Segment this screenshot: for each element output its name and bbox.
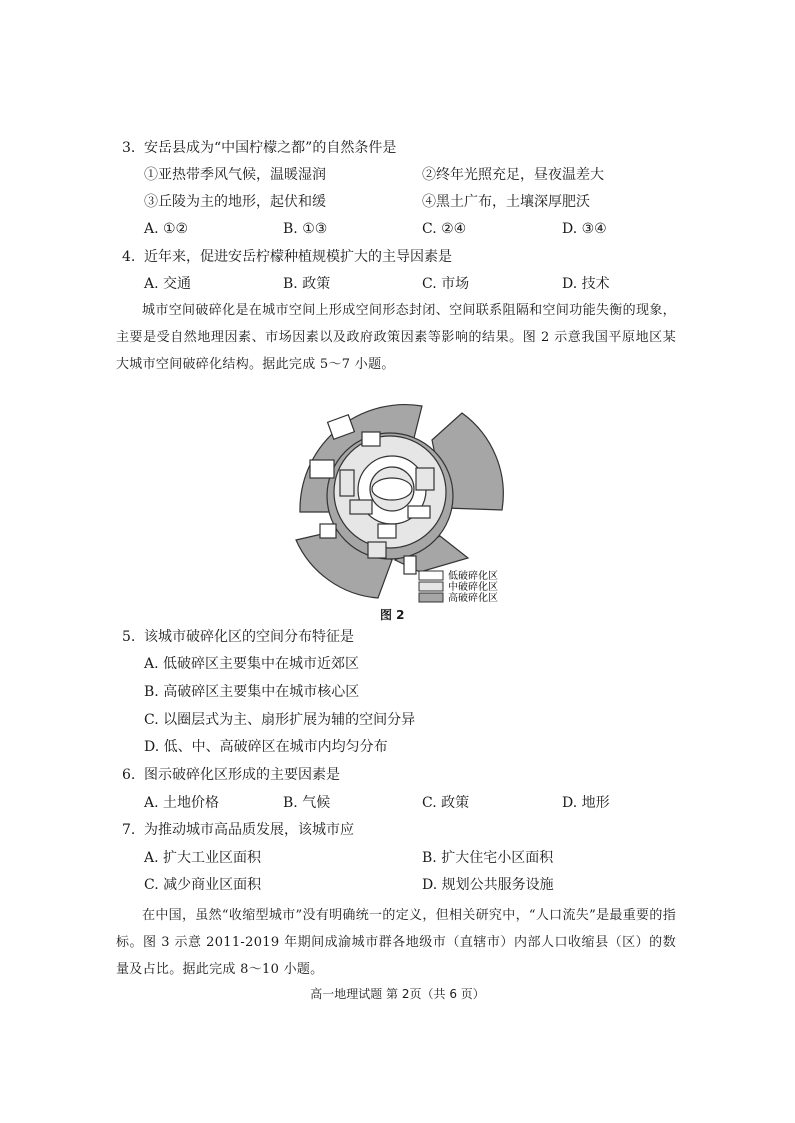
low-patch-3 — [362, 432, 380, 446]
q4-option-c[interactable]: C. 市场 — [422, 276, 470, 292]
passage-urban-fragmentation: 城市空间破碎化是在城市空间上形成空间形态封闭、空间联系阻隔和空间功能失衡的现象，主要是受自然地理因素、市场因素以及政府政策因素等影响的结果。图 2 示意我国平原地区某大城市空间破碎化结构。据此完成 5～7 小题。 — [116, 303, 676, 372]
q6-stem: 图示破碎化区形成的主要因素是 — [144, 767, 340, 783]
low-patch-6 — [320, 524, 336, 538]
q3-number: 3. — [122, 140, 136, 156]
q3-option-a[interactable]: A. ①② — [144, 221, 189, 237]
legend-label-mid: 中破碎化区 — [448, 582, 498, 593]
q3-statement-1: ①亚热带季风气候，温暖湿润 — [144, 167, 326, 183]
legend-swatch-high — [419, 593, 443, 602]
mid-patch-4 — [368, 542, 386, 558]
q3-statement-2: ②终年光照充足，昼夜温差大 — [422, 167, 604, 183]
q4-option-b[interactable]: B. 政策 — [283, 276, 331, 292]
q3-stem: 安岳县成为“中国柠檬之都”的自然条件是 — [144, 140, 397, 156]
q6-option-a[interactable]: A. 土地价格 — [144, 795, 220, 811]
q3-option-b[interactable]: B. ①③ — [283, 221, 328, 237]
q6-number: 6. — [122, 767, 136, 783]
q5-stem: 该城市破碎化区的空间分布特征是 — [144, 629, 354, 645]
legend-swatch-low — [419, 571, 443, 580]
q6-option-b[interactable]: B. 气候 — [283, 795, 331, 811]
core-ellipse — [372, 478, 412, 500]
low-patch-4 — [408, 506, 430, 518]
q4-option-d[interactable]: D. 技术 — [562, 276, 610, 292]
q7-option-c[interactable]: C. 减少商业区面积 — [144, 877, 262, 893]
q3-option-c[interactable]: C. ②④ — [422, 221, 467, 237]
q4-stem: 近年来，促进安岳柠檬种植规模扩大的主导因素是 — [144, 249, 452, 265]
q5-number: 5. — [122, 629, 136, 645]
q7-option-b[interactable]: B. 扩大住宅小区面积 — [422, 850, 554, 866]
page-footer: 高一地理试题 第 2页（共 6 页） — [310, 987, 485, 1001]
q5-option-b[interactable]: B. 高破碎区主要集中在城市核心区 — [144, 684, 360, 700]
q7-option-d[interactable]: D. 规划公共服务设施 — [422, 877, 554, 893]
passage-shrinking-cities: 在中国，虽然“收缩型城市”没有明确统一的定义，但相关研究中，“人口流失”是最重要的指标。图 3 示意 2011-2019 年期间成渝城市群各地级市（直辖市）内部人口收缩县（区）的数量及占比。据此完成 8～10 小题。 — [116, 908, 676, 977]
q5-option-d[interactable]: D. 低、中、高破碎区在城市内均匀分布 — [144, 739, 388, 755]
mid-patch-1 — [340, 470, 354, 496]
q3-statement-4: ④黑土广布，土壤深厚肥沃 — [422, 194, 590, 210]
q7-option-a[interactable]: A. 扩大工业区面积 — [144, 850, 262, 866]
q6-option-c[interactable]: C. 政策 — [422, 795, 470, 811]
figure-2-legend — [419, 569, 498, 604]
q3-statement-3: ③丘陵为主的地形，起伏和缓 — [144, 194, 326, 210]
legend-label-low: 低破碎化区 — [448, 571, 498, 582]
mid-patch-2 — [350, 500, 372, 514]
q3-option-d[interactable]: D. ③④ — [562, 221, 607, 237]
figure-2-caption: 图 2 — [380, 608, 405, 622]
q6-option-d[interactable]: D. 地形 — [562, 795, 610, 811]
low-patch-5 — [378, 524, 396, 538]
low-patch-2 — [310, 460, 334, 478]
q5-option-c[interactable]: C. 以圈层式为主、扇形扩展为辅的空间分异 — [144, 712, 416, 728]
low-patch-7 — [404, 556, 416, 574]
q4-option-a[interactable]: A. 交通 — [144, 276, 192, 292]
mid-patch-3 — [416, 468, 434, 490]
q7-stem: 为推动城市高品质发展，该城市应 — [144, 822, 354, 838]
q7-number: 7. — [122, 822, 136, 838]
legend-label-high: 高破碎化区 — [448, 593, 498, 604]
q5-option-a[interactable]: A. 低破碎区主要集中在城市近郊区 — [144, 656, 360, 672]
q4-number: 4. — [122, 249, 136, 265]
legend-swatch-mid — [419, 582, 443, 591]
